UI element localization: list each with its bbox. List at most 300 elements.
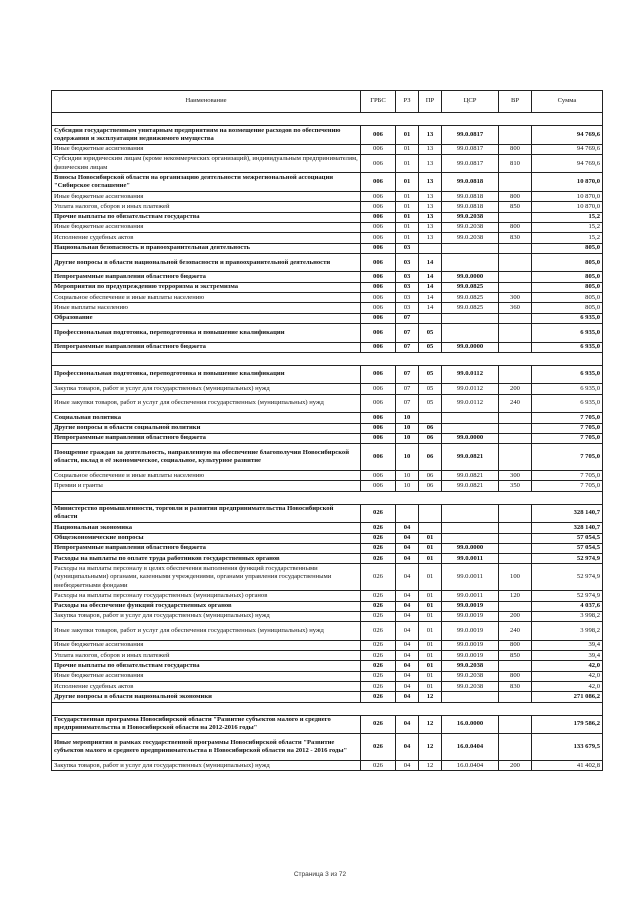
cell-pr: 05	[419, 323, 442, 342]
table-row	[52, 671, 603, 681]
table-row	[52, 481, 603, 491]
cell-csr: 99.0.0000	[442, 433, 499, 443]
cell-csr	[442, 313, 499, 323]
cell-grbs: 006	[361, 433, 396, 443]
header-pr: ПР	[419, 91, 442, 113]
cell-sum: 805,0	[532, 243, 603, 253]
table-row	[52, 272, 603, 282]
cell-rz	[396, 504, 419, 523]
cell-name: Мероприятия по предупреждению терроризма и экстремизма	[52, 282, 361, 292]
cell-pr: 06	[419, 423, 442, 433]
cell-pr: 13	[419, 144, 442, 154]
cell-vr: 240	[499, 394, 532, 413]
cell-vr	[499, 126, 532, 145]
cell-rz: 10	[396, 423, 419, 433]
cell-name: Другие вопросы в области национальной экономики	[52, 692, 361, 702]
cell-name: Общеэкономические вопросы	[52, 533, 361, 543]
cell-grbs: 006	[361, 365, 396, 384]
cell-sum: 42,0	[532, 661, 603, 671]
cell-vr	[499, 444, 532, 471]
cell-vr	[499, 661, 532, 671]
table-row	[52, 423, 603, 433]
cell-name: Поощрение граждан за деятельность, направленную на обеспечение благополучия Новосибирской области, вклад в её экономическое, социальное, культурное развитие	[52, 444, 361, 471]
cell-csr: 99.0.0821	[442, 481, 499, 491]
table-row	[52, 233, 603, 243]
cell-sum: 805,0	[532, 272, 603, 282]
cell-sum: 39,4	[532, 640, 603, 650]
cell-grbs: 026	[361, 533, 396, 543]
cell-pr: 01	[419, 601, 442, 611]
cell-grbs: 026	[361, 591, 396, 601]
cell-grbs: 026	[361, 671, 396, 681]
table-row	[52, 222, 603, 232]
cell-csr: 99.0.0817	[442, 154, 499, 173]
cell-rz: 03	[396, 282, 419, 292]
spacer-row	[52, 113, 603, 126]
table-row	[52, 212, 603, 222]
cell-pr: 14	[419, 272, 442, 282]
cell-csr	[442, 692, 499, 702]
table-row	[52, 601, 603, 611]
cell-sum: 42,0	[532, 671, 603, 681]
cell-sum: 3 998,2	[532, 611, 603, 621]
table-row	[52, 192, 603, 202]
cell-name: Национальная экономика	[52, 523, 361, 533]
cell-sum: 15,2	[532, 212, 603, 222]
cell-grbs: 026	[361, 611, 396, 621]
cell-pr: 13	[419, 154, 442, 173]
spacer-row	[52, 352, 603, 365]
cell-name: Иные бюджетные ассигнования	[52, 222, 361, 232]
cell-vr: 830	[499, 233, 532, 243]
cell-grbs: 026	[361, 554, 396, 564]
table-row	[52, 622, 603, 641]
table-row	[52, 323, 603, 342]
cell-rz: 04	[396, 661, 419, 671]
cell-rz: 10	[396, 413, 419, 423]
cell-vr: 200	[499, 761, 532, 771]
cell-rz: 01	[396, 233, 419, 243]
cell-name: Социальное обеспечение и иные выплаты населению	[52, 471, 361, 481]
cell-csr	[442, 413, 499, 423]
cell-rz: 07	[396, 313, 419, 323]
cell-vr	[499, 433, 532, 443]
cell-vr	[499, 342, 532, 352]
budget-table	[51, 90, 603, 771]
cell-name: Прочие выплаты по обязательствам государства	[52, 212, 361, 222]
cell-rz: 04	[396, 715, 419, 734]
cell-csr: 99.0.0818	[442, 192, 499, 202]
cell-sum: 6 935,0	[532, 365, 603, 384]
cell-pr: 14	[419, 253, 442, 272]
cell-grbs: 026	[361, 523, 396, 533]
cell-vr	[499, 323, 532, 342]
cell-vr	[499, 523, 532, 533]
cell-name: Расходы на обеспечение функций государственных органов	[52, 601, 361, 611]
cell-pr: 05	[419, 384, 442, 394]
cell-grbs: 026	[361, 761, 396, 771]
table-row	[52, 342, 603, 352]
cell-csr: 99.0.2038	[442, 682, 499, 692]
table-row	[52, 144, 603, 154]
cell-rz: 03	[396, 253, 419, 272]
cell-rz: 04	[396, 543, 419, 553]
cell-grbs: 006	[361, 481, 396, 491]
cell-grbs: 006	[361, 233, 396, 243]
spacer-row	[52, 702, 603, 715]
cell-sum: 7 705,0	[532, 423, 603, 433]
cell-name: Иные выплаты населению	[52, 303, 361, 313]
cell-csr	[442, 423, 499, 433]
cell-pr: 01	[419, 554, 442, 564]
cell-pr: 01	[419, 651, 442, 661]
cell-vr: 200	[499, 611, 532, 621]
cell-grbs: 006	[361, 293, 396, 303]
cell-pr: 13	[419, 192, 442, 202]
cell-rz: 03	[396, 243, 419, 253]
cell-name: Уплата налогов, сборов и иных платежей	[52, 202, 361, 212]
cell-grbs: 006	[361, 243, 396, 253]
cell-csr: 99.0.0825	[442, 282, 499, 292]
cell-sum: 10 870,0	[532, 192, 603, 202]
cell-rz: 07	[396, 365, 419, 384]
cell-sum: 7 705,0	[532, 413, 603, 423]
cell-name: Расходы на выплаты персоналу в целях обеспечения выполнения функций государственными (муниципальными) органами, казенными учреждениями, органами управления государственными внебюджетными фондами	[52, 564, 361, 591]
cell-pr: 12	[419, 692, 442, 702]
cell-vr	[499, 413, 532, 423]
cell-sum: 7 705,0	[532, 433, 603, 443]
cell-name: Социальная политика	[52, 413, 361, 423]
cell-rz: 03	[396, 272, 419, 282]
table-row	[52, 303, 603, 313]
cell-rz: 01	[396, 212, 419, 222]
table-row	[52, 554, 603, 564]
cell-csr: 99.0.0019	[442, 601, 499, 611]
cell-pr: 13	[419, 202, 442, 212]
cell-rz: 01	[396, 192, 419, 202]
cell-grbs: 026	[361, 640, 396, 650]
cell-csr: 99.0.0019	[442, 622, 499, 641]
cell-pr	[419, 504, 442, 523]
cell-grbs: 006	[361, 394, 396, 413]
cell-csr: 99.0.0011	[442, 564, 499, 591]
cell-grbs: 006	[361, 126, 396, 145]
cell-rz: 04	[396, 591, 419, 601]
cell-vr: 800	[499, 222, 532, 232]
cell-vr: 850	[499, 202, 532, 212]
cell-vr	[499, 692, 532, 702]
table-row	[52, 433, 603, 443]
cell-sum: 328 140,7	[532, 504, 603, 523]
table-row	[52, 504, 603, 523]
cell-pr: 01	[419, 543, 442, 553]
cell-name: Профессиональная подготовка, переподготовка и повышение квалификации	[52, 365, 361, 384]
cell-rz: 10	[396, 471, 419, 481]
cell-rz: 07	[396, 342, 419, 352]
cell-vr: 850	[499, 651, 532, 661]
cell-rz: 04	[396, 640, 419, 650]
cell-pr: 05	[419, 342, 442, 352]
table-row	[52, 543, 603, 553]
cell-vr: 240	[499, 622, 532, 641]
cell-grbs: 026	[361, 682, 396, 692]
cell-pr	[419, 243, 442, 253]
cell-grbs: 006	[361, 413, 396, 423]
cell-vr: 800	[499, 192, 532, 202]
cell-rz: 07	[396, 323, 419, 342]
table-row	[52, 640, 603, 650]
cell-vr: 120	[499, 591, 532, 601]
cell-sum: 6 935,0	[532, 323, 603, 342]
cell-name: Взносы Новосибирской области на организацию деятельности межрегиональной ассоциации "Сибирское соглашение"	[52, 173, 361, 192]
cell-grbs: 026	[361, 692, 396, 702]
cell-rz: 01	[396, 202, 419, 212]
spacer-row	[52, 491, 603, 504]
cell-vr	[499, 243, 532, 253]
cell-sum: 6 935,0	[532, 384, 603, 394]
cell-csr: 99.0.2038	[442, 233, 499, 243]
cell-vr	[499, 173, 532, 192]
cell-sum: 179 586,2	[532, 715, 603, 734]
cell-name: Национальная безопасность и правоохранительная деятельность	[52, 243, 361, 253]
cell-name: Непрограммные направления областного бюджета	[52, 433, 361, 443]
cell-csr	[442, 504, 499, 523]
cell-csr: 99.0.2038	[442, 222, 499, 232]
cell-pr: 01	[419, 611, 442, 621]
cell-pr: 13	[419, 233, 442, 243]
cell-rz: 07	[396, 384, 419, 394]
cell-csr: 16.0.0000	[442, 715, 499, 734]
cell-rz: 10	[396, 444, 419, 471]
cell-sum: 57 054,5	[532, 543, 603, 553]
cell-pr: 12	[419, 761, 442, 771]
cell-pr: 01	[419, 640, 442, 650]
spacer-cell	[52, 113, 603, 126]
table-row	[52, 611, 603, 621]
cell-vr	[499, 601, 532, 611]
cell-pr: 06	[419, 433, 442, 443]
cell-vr	[499, 253, 532, 272]
cell-csr: 99.0.0011	[442, 591, 499, 601]
cell-csr: 99.0.0818	[442, 173, 499, 192]
header-sum: Сумма	[532, 91, 603, 113]
cell-csr: 99.0.0019	[442, 611, 499, 621]
cell-pr: 01	[419, 682, 442, 692]
cell-sum: 805,0	[532, 282, 603, 292]
cell-rz: 04	[396, 682, 419, 692]
cell-rz: 10	[396, 433, 419, 443]
cell-csr: 99.0.0000	[442, 543, 499, 553]
cell-rz: 04	[396, 651, 419, 661]
cell-name: Исполнение судебных актов	[52, 233, 361, 243]
cell-grbs: 006	[361, 222, 396, 232]
cell-grbs: 006	[361, 192, 396, 202]
cell-sum: 7 705,0	[532, 444, 603, 471]
cell-sum: 94 769,6	[532, 144, 603, 154]
cell-csr: 99.0.0821	[442, 444, 499, 471]
cell-grbs: 006	[361, 423, 396, 433]
cell-pr: 13	[419, 222, 442, 232]
cell-name: Другие вопросы в области социальной политики	[52, 423, 361, 433]
cell-sum: 52 974,9	[532, 554, 603, 564]
cell-pr: 01	[419, 591, 442, 601]
cell-sum: 7 705,0	[532, 481, 603, 491]
cell-grbs: 006	[361, 212, 396, 222]
cell-csr: 99.0.0825	[442, 303, 499, 313]
cell-name: Субсидии государственным унитарным предприятиям на возмещение расходов по обеспечению содержания и эксплуатации недвижимого имущества	[52, 126, 361, 145]
table-row	[52, 471, 603, 481]
table-row	[52, 282, 603, 292]
cell-sum: 805,0	[532, 253, 603, 272]
cell-sum: 10 870,0	[532, 173, 603, 192]
cell-sum: 15,2	[532, 222, 603, 232]
header-vr: ВР	[499, 91, 532, 113]
cell-name: Иные бюджетные ассигнования	[52, 144, 361, 154]
cell-pr: 06	[419, 481, 442, 491]
cell-pr: 13	[419, 173, 442, 192]
cell-vr: 200	[499, 384, 532, 394]
cell-pr: 14	[419, 293, 442, 303]
cell-pr: 13	[419, 212, 442, 222]
cell-name: Другие вопросы в области национальной безопасности и правоохранительной деятельности	[52, 253, 361, 272]
cell-vr: 300	[499, 293, 532, 303]
cell-csr: 99.0.2038	[442, 671, 499, 681]
cell-sum: 133 679,5	[532, 734, 603, 761]
table-row	[52, 682, 603, 692]
cell-name: Иные закупки товаров, работ и услуг для обеспечения государственных (муниципальных) нужд	[52, 394, 361, 413]
cell-pr: 05	[419, 365, 442, 384]
cell-grbs: 026	[361, 601, 396, 611]
cell-grbs: 006	[361, 444, 396, 471]
cell-grbs: 026	[361, 734, 396, 761]
cell-csr: 99.0.2038	[442, 661, 499, 671]
table-row	[52, 394, 603, 413]
cell-rz: 04	[396, 554, 419, 564]
cell-pr: 12	[419, 715, 442, 734]
header-grbs: ГРБС	[361, 91, 396, 113]
cell-name: Закупка товаров, работ и услуг для государственных (муниципальных) нужд	[52, 761, 361, 771]
cell-csr: 99.0.0112	[442, 384, 499, 394]
cell-name: Иные бюджетные ассигнования	[52, 640, 361, 650]
cell-csr: 99.0.0817	[442, 126, 499, 145]
cell-rz: 04	[396, 564, 419, 591]
cell-sum: 805,0	[532, 293, 603, 303]
cell-name: Иные закупки товаров, работ и услуг для обеспечения государственных (муниципальных) нужд	[52, 622, 361, 641]
cell-sum: 10 870,0	[532, 202, 603, 212]
table-row	[52, 692, 603, 702]
cell-name: Исполнение судебных актов	[52, 682, 361, 692]
cell-name: Закупка товаров, работ и услуг для государственных (муниципальных) нужд	[52, 384, 361, 394]
table-row	[52, 661, 603, 671]
table-row	[52, 651, 603, 661]
cell-vr: 800	[499, 640, 532, 650]
cell-rz: 04	[396, 692, 419, 702]
cell-grbs: 026	[361, 543, 396, 553]
cell-pr: 14	[419, 303, 442, 313]
cell-csr: 99.0.0818	[442, 202, 499, 212]
cell-vr	[499, 554, 532, 564]
table-row	[52, 444, 603, 471]
table-row	[52, 734, 603, 761]
cell-csr: 99.0.0019	[442, 640, 499, 650]
table-row	[52, 533, 603, 543]
cell-vr	[499, 212, 532, 222]
cell-sum: 41 402,8	[532, 761, 603, 771]
cell-csr: 99.0.0011	[442, 554, 499, 564]
cell-pr: 13	[419, 126, 442, 145]
cell-pr: 12	[419, 734, 442, 761]
cell-csr: 99.0.0825	[442, 293, 499, 303]
table-row	[52, 293, 603, 303]
cell-csr: 16.0.0404	[442, 761, 499, 771]
table-row	[52, 564, 603, 591]
table-header-row	[52, 91, 603, 113]
cell-name: Закупка товаров, работ и услуг для государственных (муниципальных) нужд	[52, 611, 361, 621]
spacer-cell	[52, 491, 603, 504]
cell-pr: 01	[419, 564, 442, 591]
cell-grbs: 006	[361, 384, 396, 394]
table-row	[52, 384, 603, 394]
cell-grbs: 006	[361, 342, 396, 352]
cell-sum: 39,4	[532, 651, 603, 661]
cell-name: Непрограммные направления областного бюджета	[52, 272, 361, 282]
cell-pr: 01	[419, 661, 442, 671]
cell-rz: 01	[396, 144, 419, 154]
cell-csr: 99.0.0019	[442, 651, 499, 661]
cell-name: Непрограммные направления областного бюджета	[52, 342, 361, 352]
cell-sum: 6 935,0	[532, 313, 603, 323]
header-csr: ЦСР	[442, 91, 499, 113]
cell-rz: 03	[396, 303, 419, 313]
cell-vr: 800	[499, 671, 532, 681]
cell-sum: 271 086,2	[532, 692, 603, 702]
table-body	[52, 113, 603, 771]
cell-name: Государственная программа Новосибирской области "Развитие субъектов малого и среднего предпринимательства в Новосибирской области на 2012-2016 годы"	[52, 715, 361, 734]
cell-csr	[442, 243, 499, 253]
cell-name: Премии и гранты	[52, 481, 361, 491]
cell-grbs: 026	[361, 651, 396, 661]
cell-pr	[419, 523, 442, 533]
cell-grbs: 006	[361, 173, 396, 192]
cell-csr: 99.0.0817	[442, 144, 499, 154]
cell-sum: 4 037,6	[532, 601, 603, 611]
cell-name: Профессиональная подготовка, переподготовка и повышение квалификации	[52, 323, 361, 342]
table-row	[52, 761, 603, 771]
cell-sum: 7 705,0	[532, 471, 603, 481]
cell-sum: 57 054,5	[532, 533, 603, 543]
cell-pr: 01	[419, 671, 442, 681]
table-row	[52, 413, 603, 423]
cell-pr: 05	[419, 394, 442, 413]
header-rz: РЗ	[396, 91, 419, 113]
cell-pr: 14	[419, 282, 442, 292]
cell-vr	[499, 423, 532, 433]
cell-csr	[442, 523, 499, 533]
cell-grbs: 026	[361, 715, 396, 734]
cell-name: Субсидии юридическим лицам (кроме некоммерческих организаций), индивидуальным предпринимателям, физическим лицам	[52, 154, 361, 173]
cell-grbs: 026	[361, 622, 396, 641]
cell-pr: 06	[419, 444, 442, 471]
cell-rz: 01	[396, 222, 419, 232]
cell-rz: 04	[396, 611, 419, 621]
cell-sum: 6 935,0	[532, 394, 603, 413]
cell-sum: 94 769,6	[532, 154, 603, 173]
cell-rz: 04	[396, 622, 419, 641]
table-row	[52, 523, 603, 533]
table-row	[52, 715, 603, 734]
cell-csr: 16.0.0404	[442, 734, 499, 761]
cell-rz: 10	[396, 481, 419, 491]
